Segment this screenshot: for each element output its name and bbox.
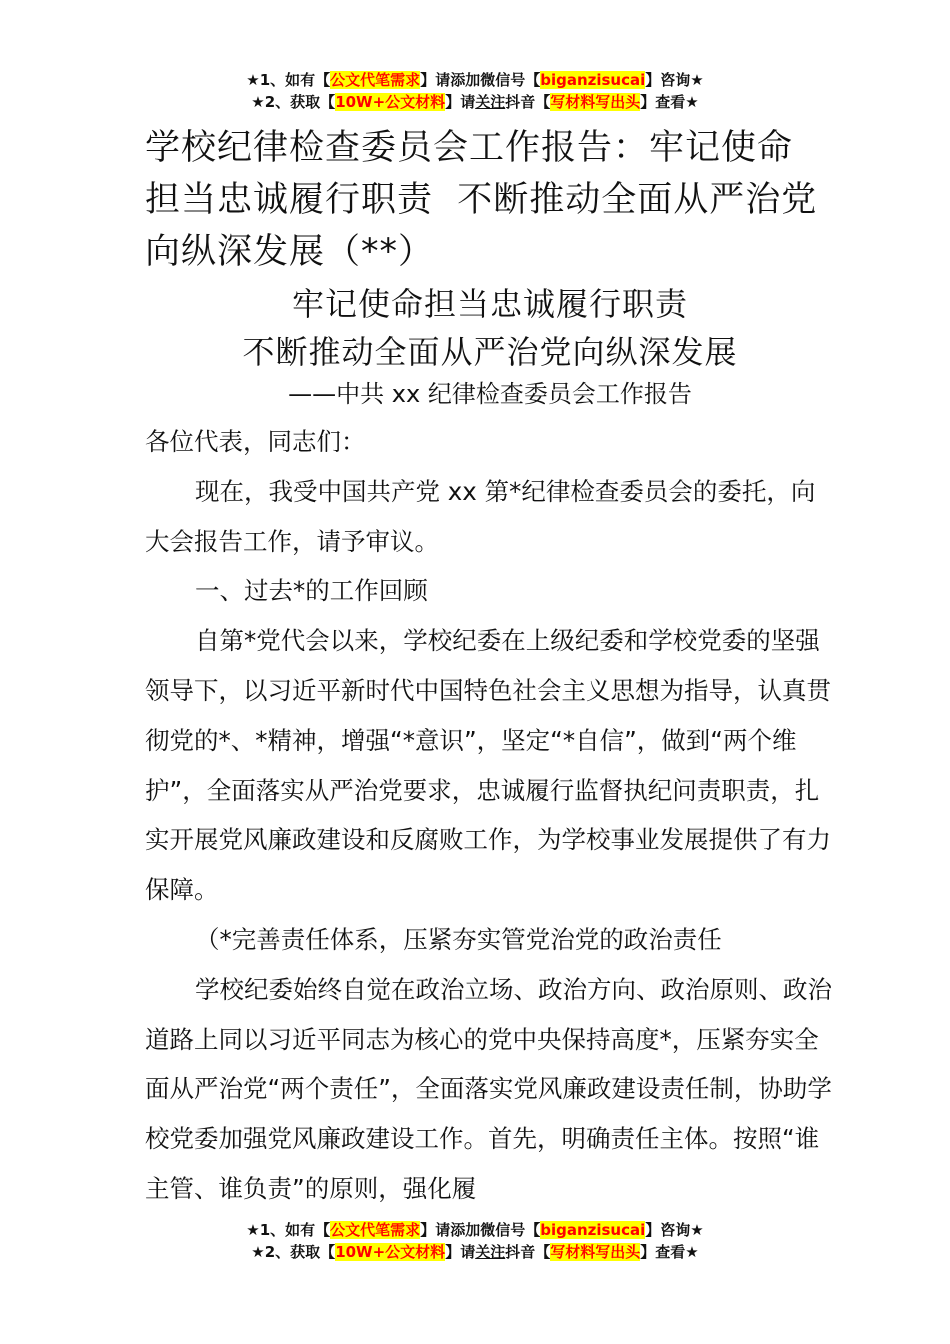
banner-line-1 bbox=[0, 1219, 950, 1241]
banner-text: 】请添加微信号【 bbox=[420, 1221, 541, 1239]
banner-text: 抖音【 bbox=[505, 93, 551, 111]
banner-highlight: 10W+公文材料 bbox=[335, 93, 446, 111]
subsection-heading: （*完善责任体系，压紧夯实管党治党的政治责任 bbox=[195, 924, 722, 954]
title-line: 学校纪律检查委员会工作报告：牢记使命 bbox=[145, 128, 794, 168]
douyin-id-highlight: 写材料写出头 bbox=[550, 93, 641, 111]
banner-line-2 bbox=[0, 91, 950, 113]
banner-highlight: 公文代笔需求 bbox=[330, 1221, 421, 1239]
body-paragraph: 学校纪委始终自觉在政治立场、政治方向、政治原则、政治道路上同以习近平同志为核心的党中央保持高度*，压紧夯实全面从严治党“两个责任”，全面落实党风廉政建设责任制，协助学校党委加强党风廉政建设工作。首先，明确责任主体。按照“谁主管、谁负责”的原则，强化履 bbox=[145, 974, 832, 1203]
banner-text: ★1、如有【 bbox=[246, 1221, 331, 1239]
document-subtitle bbox=[145, 280, 835, 376]
banner-underlined-text: 关注 bbox=[475, 93, 506, 111]
section-heading: 一、过去*的工作回顾 bbox=[195, 576, 428, 606]
report-byline: ——中共 xx 纪律检查委员会工作报告 bbox=[288, 380, 692, 408]
banner-text: 抖音【 bbox=[505, 1243, 551, 1261]
banner-underlined-text: 关注 bbox=[475, 1243, 506, 1261]
wechat-id-highlight: biganzisucai bbox=[540, 71, 646, 89]
banner-text: 】请添加微信号【 bbox=[420, 71, 541, 89]
banner-text: 】查看★ bbox=[640, 93, 699, 111]
banner-text: 】请 bbox=[445, 93, 476, 111]
title-line: 向纵深发展（**） bbox=[145, 232, 435, 272]
document-body bbox=[145, 417, 835, 1214]
body-paragraph: 现在，我受中国共产党 xx 第*纪律检查委员会的委托，向大会报告工作，请予审议。 bbox=[145, 476, 816, 556]
document-title bbox=[145, 122, 835, 278]
banner-highlight: 10W+公文材料 bbox=[335, 1243, 446, 1261]
banner-text: 】咨询★ bbox=[645, 71, 704, 89]
banner-text: 】咨询★ bbox=[645, 1221, 704, 1239]
banner-line-2 bbox=[0, 1241, 950, 1263]
banner-text: ★1、如有【 bbox=[246, 71, 331, 89]
subtitle-line: 不断推动全面从严治党向纵深发展 bbox=[242, 333, 738, 371]
header-banner bbox=[0, 69, 950, 113]
title-line: 担当忠诚履行职责 不断推动全面从严治党 bbox=[145, 180, 818, 220]
wechat-id-highlight: biganzisucai bbox=[540, 1221, 646, 1239]
document bbox=[145, 122, 835, 1214]
douyin-id-highlight: 写材料写出头 bbox=[550, 1243, 641, 1261]
banner-highlight: 公文代笔需求 bbox=[330, 71, 421, 89]
salutation: 各位代表，同志们： bbox=[145, 427, 366, 456]
body-paragraph: 自第*党代会以来，学校纪委在上级纪委和学校党委的坚强领导下，以习近平新时代中国特色社会主义思想为指导，认真贯彻党的*、*精神，增强“*意识”，坚定“*自信”，做到“两个维护”，全面落实从严治党要求，忠诚履行监督执纪问责职责，扎实开展党风廉政建设和反腐败工作，为学校事业发展提供了有力保障。 bbox=[145, 626, 831, 905]
footer-banner bbox=[0, 1219, 950, 1263]
banner-text: 】查看★ bbox=[640, 1243, 699, 1261]
banner-text: ★2、获取【 bbox=[251, 1243, 336, 1261]
banner-text: ★2、获取【 bbox=[251, 93, 336, 111]
banner-text: 】请 bbox=[445, 1243, 476, 1261]
subtitle-line: 牢记使命担当忠诚履行职责 bbox=[291, 285, 688, 323]
banner-line-1 bbox=[0, 69, 950, 91]
